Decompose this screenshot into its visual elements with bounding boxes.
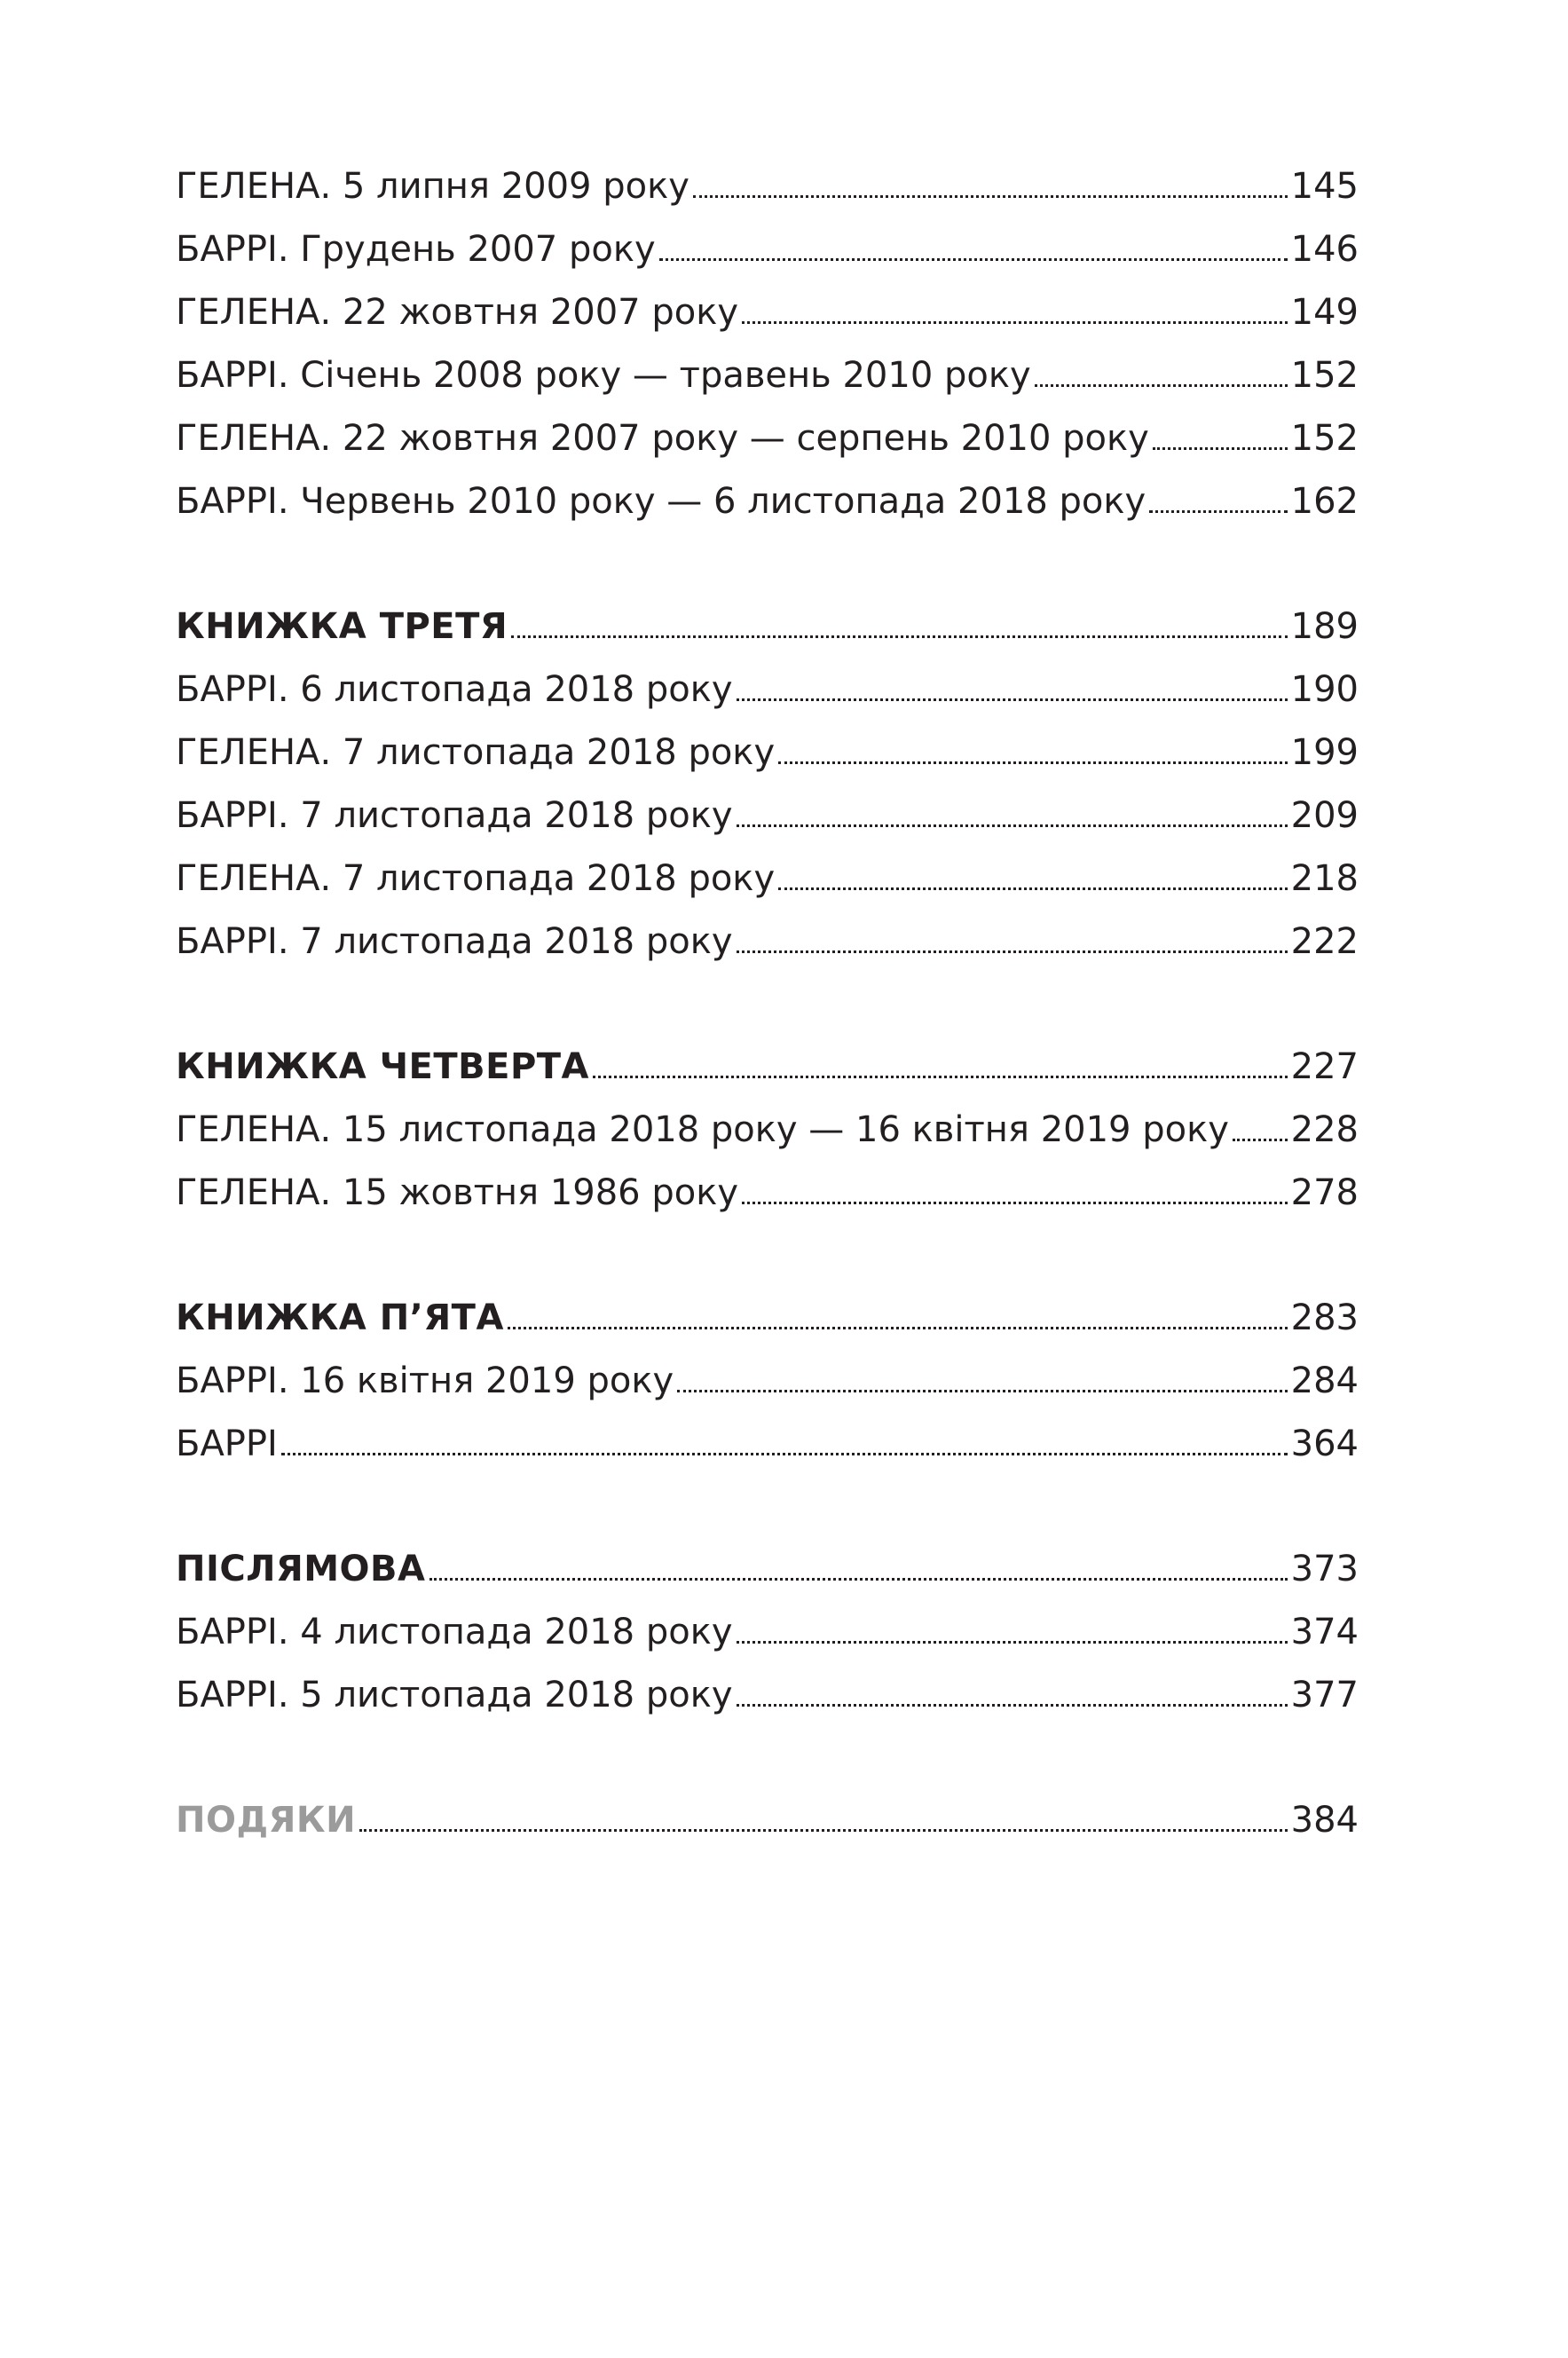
dot-leader [737,824,1288,827]
toc-entry[interactable] [176,1413,1359,1476]
dot-leader [1153,447,1288,450]
toc-entry[interactable] [176,785,1359,848]
toc-entry[interactable] [176,1162,1359,1225]
dot-leader [742,321,1288,324]
toc-entry-title: ГЕЛЕНА. 22 жовтня 2007 року — серпень 2010 року [176,418,1149,459]
dot-leader [737,950,1288,953]
dot-leader [1035,384,1288,387]
toc-section-heading[interactable] [176,595,1359,659]
toc-page-number: 278 [1290,1172,1359,1213]
toc-page-number: 374 [1290,1612,1359,1652]
dot-leader [737,698,1288,701]
toc-heading-title: КНИЖКА ТРЕТЯ [176,606,508,647]
toc-entry[interactable] [176,344,1359,407]
toc-entry-title: БАРРІ. 4 листопада 2018 року [176,1612,733,1652]
toc-entry-title: БАРРІ. 7 листопада 2018 року [176,795,733,836]
toc-entry-title: ГЕЛЕНА. 15 жовтня 1986 року [176,1172,739,1213]
toc-heading-title: КНИЖКА ЧЕТВЕРТА [176,1046,589,1087]
toc-page-number: 199 [1290,732,1359,773]
toc-section [176,1036,1359,1225]
toc-section [176,595,1359,974]
toc-entry-title: ГЕЛЕНА. 5 липня 2009 року [176,166,689,207]
toc-entry[interactable] [176,911,1359,974]
dot-leader [778,761,1288,764]
toc-page-number: 377 [1290,1675,1359,1715]
toc-entry-title: БАРРІ [176,1423,278,1464]
toc-heading-title: ПОДЯКИ [176,1800,357,1841]
toc-entry-title: БАРРІ. 6 листопада 2018 року [176,669,733,710]
dot-leader [659,258,1288,261]
toc-entry-title: ГЕЛЕНА. 15 листопада 2018 року — 16 квітня 2019 року [176,1109,1229,1150]
toc-entry[interactable] [176,1350,1359,1413]
toc-page-number: 152 [1290,355,1359,396]
toc-entry[interactable] [176,281,1359,344]
toc-page-number: 190 [1290,669,1359,710]
toc-page-number: 152 [1290,418,1359,459]
toc-page-number: 228 [1290,1109,1359,1150]
toc-page-number: 209 [1290,795,1359,836]
dot-leader [677,1390,1287,1392]
toc-page-number: 222 [1290,921,1359,962]
toc-entry[interactable] [176,1601,1359,1664]
toc-entry-title: БАРРІ. 16 квітня 2019 року [176,1360,674,1401]
toc-page-number: 149 [1290,292,1359,333]
toc-section [176,155,1359,533]
toc-entry[interactable] [176,1664,1359,1727]
toc-entry[interactable] [176,218,1359,281]
toc-entry-title: ГЕЛЕНА. 22 жовтня 2007 року [176,292,739,333]
toc-page-number: 284 [1290,1360,1359,1401]
dot-leader [511,635,1287,638]
dot-leader [737,1704,1288,1707]
toc-section [176,1789,1359,1852]
toc-heading-title: ПІСЛЯМОВА [176,1549,426,1589]
toc-page-number: 145 [1290,166,1359,207]
toc-entry-title: БАРРІ. 7 листопада 2018 року [176,921,733,962]
toc-section [176,1287,1359,1476]
toc-entry-title: БАРРІ. Червень 2010 року — 6 листопада 2018 року [176,481,1146,522]
dot-leader [1233,1139,1288,1141]
toc-section-heading[interactable] [176,1538,1359,1601]
toc-entry-title: БАРРІ. Січень 2008 року — травень 2010 року [176,355,1031,396]
toc-page-number: 146 [1290,229,1359,270]
table-of-contents [176,155,1359,1914]
dot-leader [742,1202,1288,1204]
toc-entry[interactable] [176,407,1359,470]
toc-page-number: 218 [1290,858,1359,899]
dot-leader [429,1578,1288,1581]
toc-entry-title: ГЕЛЕНА. 7 листопада 2018 року [176,858,776,899]
toc-entry[interactable] [176,848,1359,911]
toc-section-heading[interactable] [176,1287,1359,1350]
dot-leader [778,887,1288,890]
toc-entry[interactable] [176,659,1359,722]
dot-leader [359,1829,1288,1832]
toc-entry[interactable] [176,1099,1359,1162]
toc-page-number: 227 [1290,1046,1359,1087]
dot-leader [693,195,1288,198]
dot-leader [737,1641,1288,1644]
toc-section [176,1538,1359,1727]
toc-page-number: 162 [1290,481,1359,522]
dot-leader [1149,510,1287,513]
toc-page-number: 283 [1290,1297,1359,1338]
toc-entry[interactable] [176,722,1359,785]
dot-leader [281,1453,1288,1455]
toc-page-number: 373 [1290,1549,1359,1589]
dot-leader [593,1076,1288,1078]
toc-entry-title: БАРРІ. 5 листопада 2018 року [176,1675,733,1715]
dot-leader [508,1327,1288,1329]
toc-section-heading[interactable] [176,1789,1359,1852]
toc-entry-title: ГЕЛЕНА. 7 листопада 2018 року [176,732,776,773]
toc-entry[interactable] [176,470,1359,533]
toc-page-number: 364 [1290,1423,1359,1464]
toc-entry-title: БАРРІ. Грудень 2007 року [176,229,656,270]
toc-page-number: 384 [1290,1800,1359,1841]
toc-heading-title: КНИЖКА П’ЯТА [176,1297,504,1338]
toc-section-heading[interactable] [176,1036,1359,1099]
toc-page-number: 189 [1290,606,1359,647]
toc-entry[interactable] [176,155,1359,218]
